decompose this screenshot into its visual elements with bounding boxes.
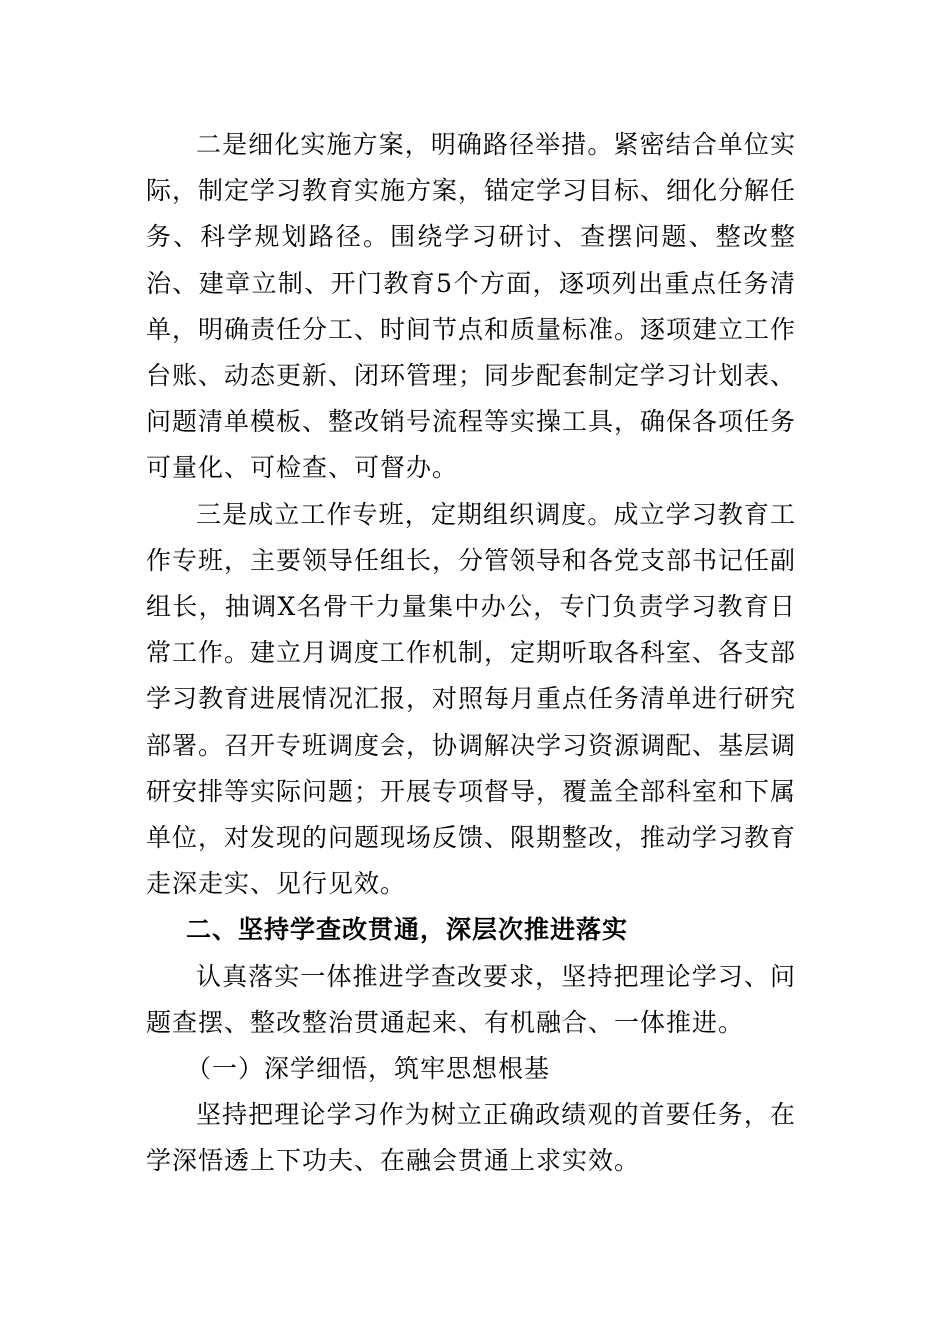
- section-heading: 二、坚持学查改贯通，深层次推进落实: [186, 915, 629, 945]
- paragraph-section-intro: 认真落实一体推进学查改要求，坚持把理论学习、问题查摆、整改整治贯通起来、有机融合、一体推进。: [146, 961, 796, 1037]
- document-page: [146, 122, 796, 1185]
- paragraph-work-team: 三是成立工作专班，定期组织调度。成立学习教育工作专班，主要领导任组长，分管领导和各党支部书记任副组长，抽调X名骨干力量集中办公，专门负责学习教育日常工作。建立月调度工作机制，定期听取各科室、各支部学习教育进展情况汇报，对照每月重点任务清单进行研究部署。召开专班调度会，协调解决学习资源调配、基层调研安排等实际问题；开展专项督导，覆盖全部科室和下属单位，对发现的问题现场反馈、限期整改，推动学习教育走深走实、见行见效。: [146, 499, 797, 899]
- paragraph-theory-study: 坚持把理论学习作为树立正确政绩观的首要任务，在学深悟透上下功夫、在融会贯通上求实效。: [146, 1100, 796, 1176]
- subsection-heading: （一）深学细悟，筑牢思想根基: [186, 1054, 551, 1084]
- paragraph-implementation-plan: 二是细化实施方案，明确路径举措。紧密结合单位实际，制定学习教育实施方案，锚定学习目标、细化分解任务、科学规划路径。围绕学习研讨、查摆问题、整改整治、建章立制、开门教育5个方面，逐项列出重点任务清单，明确责任分工、时间节点和质量标准。逐项建立工作台账、动态更新、闭环管理；同步配套制定学习计划表、问题清单模板、整改销号流程等实操工具，确保各项任务可量化、可检查、可督办。: [146, 130, 797, 483]
